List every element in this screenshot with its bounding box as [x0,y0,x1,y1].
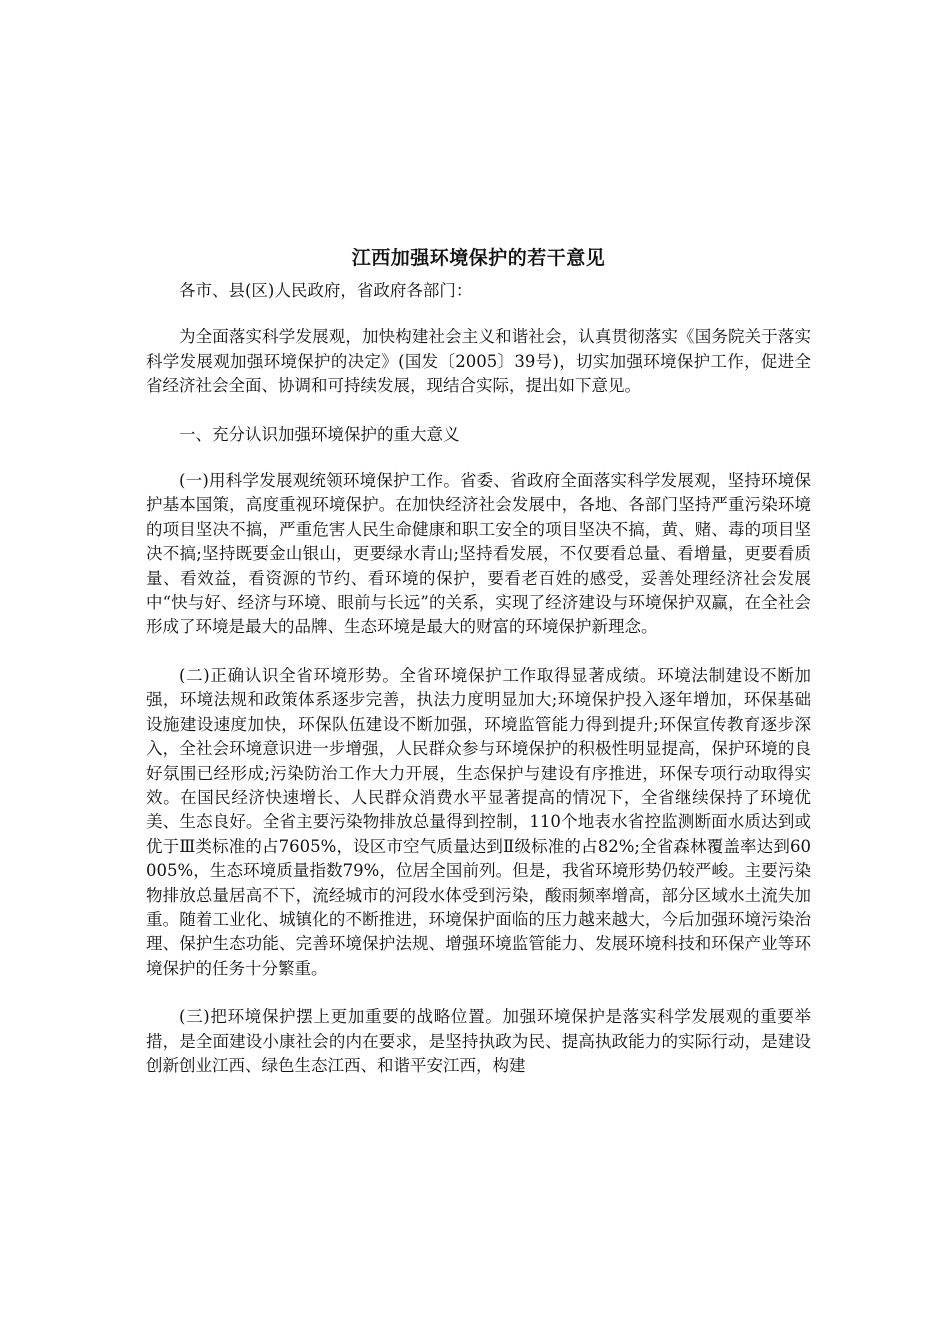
document-page [146,243,811,1102]
paragraph-1: (一)用科学发展观统领环境保护工作。省委、省政府全面落实科学发展观，坚持环境保护基本国策，高度重视环境保护。在加快经济社会发展中，各地、各部门坚持严重污染环境的项目坚决不搞，严重危害人民生命健康和职工安全的项目坚决不搞，黄、赌、毒的项目坚决不搞;坚持既要金山银山，更要绿水青山;坚持看发展，不仅要看总量、看增量，更要看质量、看效益，看资源的节约、看环境的保护，要看老百姓的感受，妥善处理经济社会发展中“快与好、经济与环境、眼前与长远”的关系，实现了经济建设与环境保护双赢，在全社会形成了环境是最大的品牌、生态环境是最大的财富的环境保护新理念。 [146,471,811,637]
document-title: 江西加强环境保护的若干意见 [351,247,606,269]
intro-paragraph: 为全面落实科学发展观，加快构建社会主义和谐社会，认真贯彻落实《国务院关于落实科学发展观加强环境保护的决定》(国发〔2005〕39号)，切实加强环境保护工作，促进全省经济社会全面、协调和可持续发展，现结合实际，提出如下意见。 [146,327,811,396]
paragraph-2: (二)正确认识全省环境形势。全省环境保护工作取得显著成绩。环境法制建设不断加强，环境法规和政策体系逐步完善，执法力度明显加大;环境保护投入逐年增加，环保基础设施建设速度加快，环保队伍建设不断加强，环境监管能力得到提升;环保宣传教育逐步深入，全社会环境意识进一步增强，人民群众参与环境保护的积极性明显提高，保护环境的良好氛围已经形成;污染防治工作大力开展，生态保护与建设有序推进，环保专项行动取得实效。在国民经济快速增长、人民群众消费水平显著提高的情况下，全省继续保持了环境优美、生态良好。全省主要污染物排放总量得到控制，110个地表水省控监测断面水质达到或优于Ⅲ类标准的占7605%，设区市空气质量达到Ⅱ级标准的占82%;全省森林覆盖率达到60005%，生态环境质量指数79%，位居全国前列。但是，我省环境形势仍较严峻。主要污染物排放总量居高不下，流经城市的河段水体受到污染，酸雨频率增高，部分区域水土流失加重。随着工业化、城镇化的不断推进，环境保护面临的压力越来越大，今后加强环境污染治理、保护生态功能、完善环境保护法规、增强环境监管能力、发展环境科技和环保产业等环境保护的任务十分繁重。 [146,665,811,978]
salutation: 各市、县(区)人民政府，省政府各部门： [179,281,473,300]
paragraph-3: (三)把环境保护摆上更加重要的战略位置。加强环境保护是落实科学发展观的重要举措，是全面建设小康社会的内在要求，是坚持执政为民、提高执政能力的实际行动，是建设创新创业江西、绿色生态江西、和谐平安江西，构建 [146,1007,811,1075]
section-heading: 一、充分认识加强环境保护的重大意义 [179,424,460,444]
